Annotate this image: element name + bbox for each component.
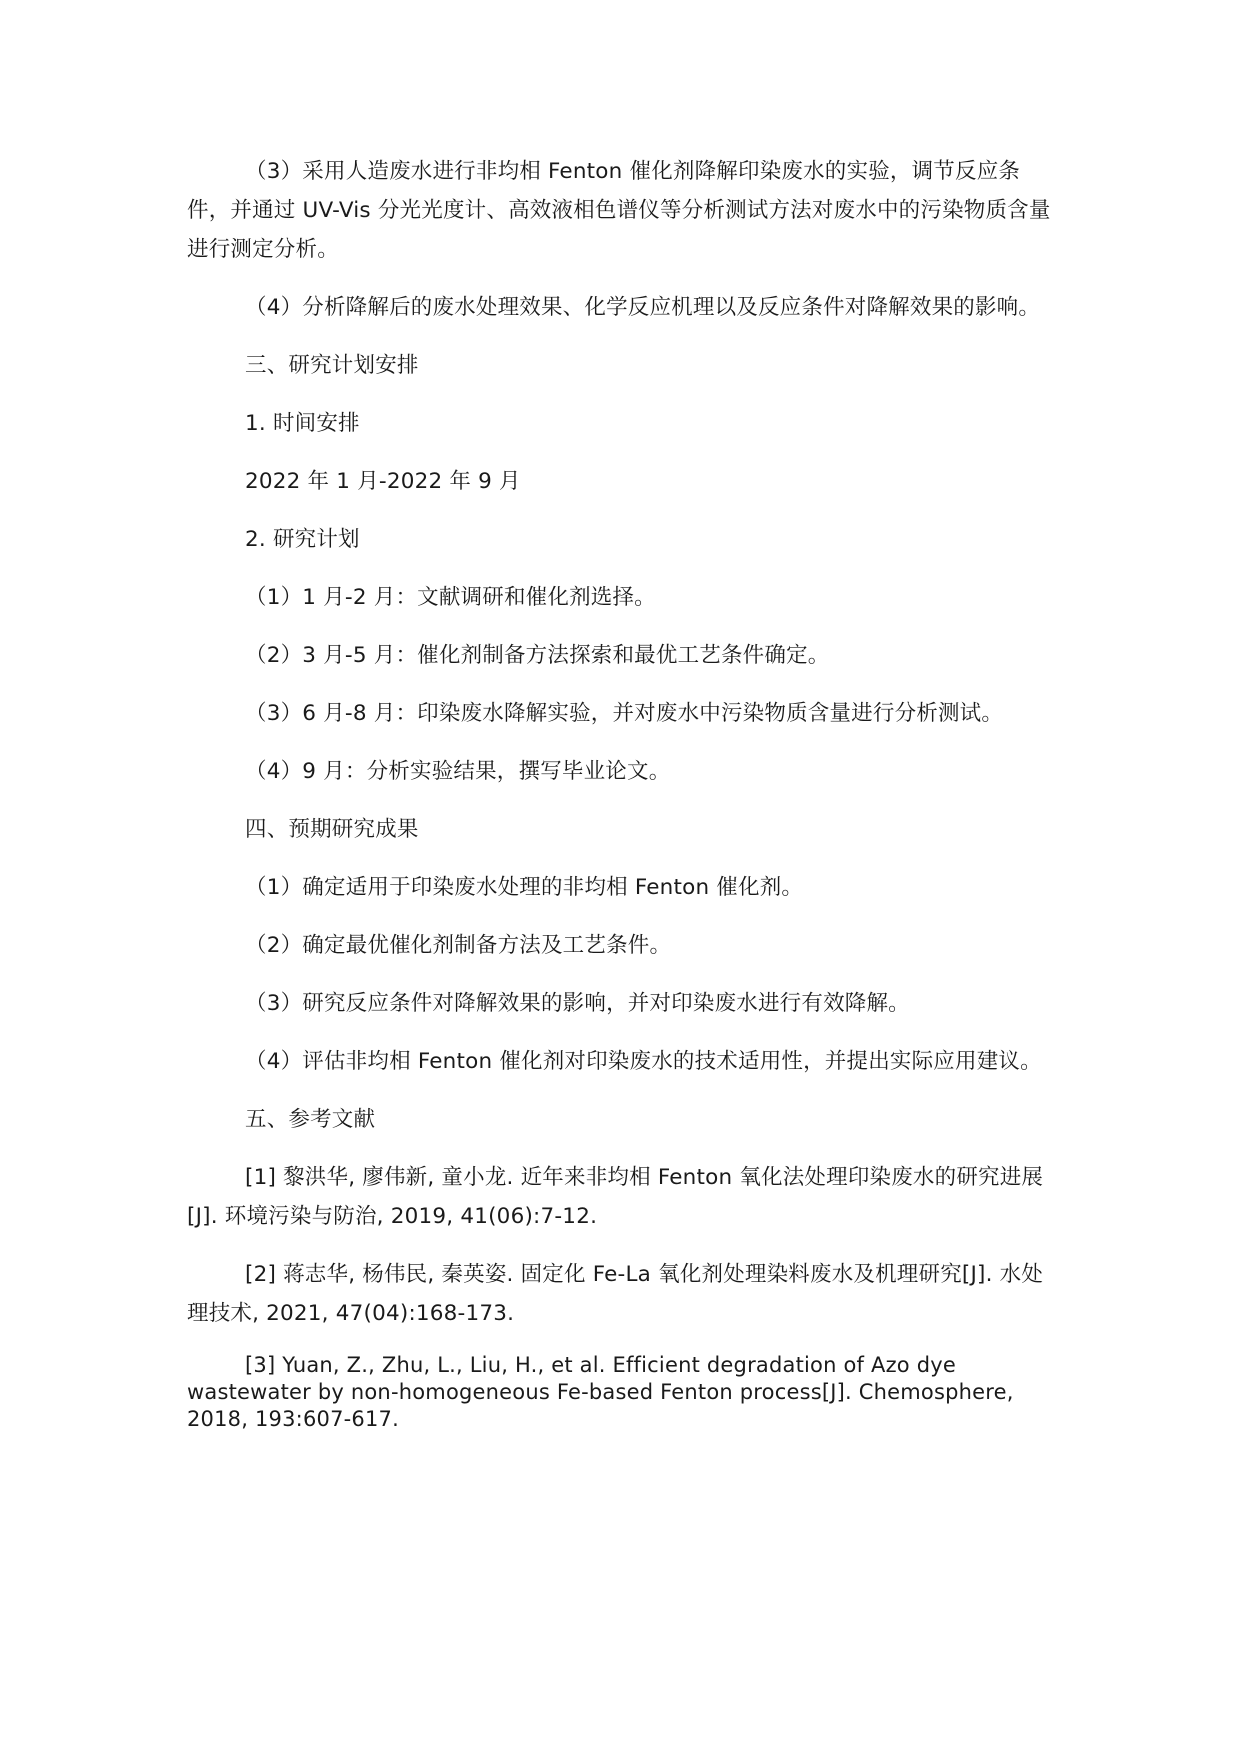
outcome-item: （1）确定适用于印染废水处理的非均相 Fenton 催化剂。 xyxy=(245,875,804,900)
section-heading-outcomes: 四、预期研究成果 xyxy=(245,817,419,842)
plan-item: （3）6 月-8 月：印染废水降解实验，并对废水中污染物质含量进行分析测试。 xyxy=(245,701,1004,726)
reference-item: [3] Yuan, Z., Zhu, L., Liu, H., et al. Efficient degradation of Azo dye wastewater by non-homogeneous Fe-based Fenton process[J]. Chemosphere, 2018, 193:607-617. xyxy=(187,1353,1014,1431)
reference-item: [2] 蒋志华, 杨伟民, 秦英姿. 固定化 Fe-La 氧化剂处理染料废水及机理研究[J]. 水处理技术, 2021, 47(04):168-173. xyxy=(187,1262,1044,1326)
subheading-research-plan: 2. 研究计划 xyxy=(245,527,360,552)
time-range: 2022 年 1 月-2022 年 9 月 xyxy=(245,469,521,494)
outcome-item: （3）研究反应条件对降解效果的影响，并对印染废水进行有效降解。 xyxy=(245,991,910,1016)
outcome-item: （2）确定最优催化剂制备方法及工艺条件。 xyxy=(245,933,672,958)
plan-item: （2）3 月-5 月：催化剂制备方法探索和最优工艺条件确定。 xyxy=(245,643,830,668)
outcome-item: （4）评估非均相 Fenton 催化剂对印染废水的技术适用性，并提出实际应用建议。 xyxy=(245,1049,1042,1074)
reference-item: [1] 黎洪华, 廖伟新, 童小龙. 近年来非均相 Fenton 氧化法处理印染废水的研究进展[J]. 环境污染与防治, 2019, 41(06):7-12. xyxy=(187,1165,1044,1229)
method-item-3: （3）采用人造废水进行非均相 Fenton 催化剂降解印染废水的实验，调节反应条件，并通过 UV-Vis 分光光度计、高效液相色谱仪等分析测试方法对废水中的污染物质含量进行测定分析。 xyxy=(187,159,1051,262)
document-page xyxy=(187,152,1057,1452)
plan-item: （1）1 月-2 月：文献调研和催化剂选择。 xyxy=(245,585,656,610)
subheading-time: 1. 时间安排 xyxy=(245,411,360,436)
method-item-4: （4）分析降解后的废水处理效果、化学反应机理以及反应条件对降解效果的影响。 xyxy=(245,295,1041,320)
section-heading-plan: 三、研究计划安排 xyxy=(245,353,419,378)
section-heading-references: 五、参考文献 xyxy=(245,1107,376,1132)
plan-item: （4）9 月：分析实验结果，撰写毕业论文。 xyxy=(245,759,671,784)
